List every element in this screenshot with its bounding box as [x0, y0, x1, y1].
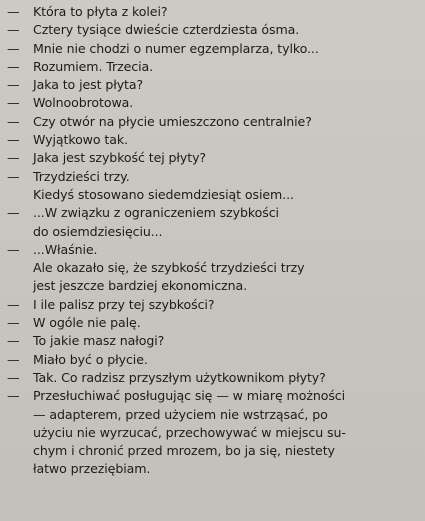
dialogue-dash: —: [7, 351, 20, 367]
dialogue-continuation: [7, 259, 419, 277]
dialogue-line: [7, 58, 419, 76]
dialogue-dash: —: [7, 150, 20, 166]
dialogue-line: [7, 369, 419, 387]
dialogue-line-text: To jakie masz nałogi?: [33, 333, 165, 349]
dialogue-line: [7, 3, 419, 21]
dialogue-line: [7, 168, 419, 186]
dialogue-line: [7, 204, 419, 222]
dialogue-line-text: do osiemdziesięciu...: [33, 223, 163, 239]
dialogue-line-text: chym i chronić przed mrozem, bo ja się, niestety: [33, 443, 335, 459]
dialogue-dash: —: [7, 241, 20, 257]
dialogue-dash: —: [7, 4, 20, 19]
dialogue-dash: —: [7, 296, 20, 312]
dialogue-line: [7, 21, 419, 39]
dialogue-line-text: Mnie nie chodzi o numer egzemplarza, tylko...: [33, 40, 319, 56]
dialogue-line-text: Trzydzieści trzy.: [33, 168, 130, 184]
dialogue-line-text: Rozumiem. Trzecia.: [33, 58, 153, 74]
dialogue-continuation: [7, 406, 419, 424]
dialogue-continuation: [7, 277, 419, 295]
dialogue-line: [7, 131, 419, 149]
dialogue-line: [7, 387, 419, 405]
dialogue-line: [7, 149, 419, 167]
dialogue-line-text: Kiedyś stosowano siedemdziesiąt osiem...: [33, 186, 294, 202]
dialogue-line-text: ...W związku z ograniczeniem szybkości: [33, 205, 279, 221]
dialogue-line-text: Czy otwór na płycie umieszczono centralnie?: [33, 113, 312, 129]
dialogue-line-text: łatwo przeziębiam.: [33, 461, 151, 477]
dialogue-line-text: użyciu nie wyrzucać, przechowywać w miejscu su-: [33, 424, 346, 440]
dialogue-dash: —: [7, 388, 20, 404]
dialogue-line: [7, 241, 419, 259]
dialogue-line-text: — adapterem, przed użyciem nie wstrząsać, po: [33, 406, 328, 422]
dialogue-line-text: ...Właśnie.: [33, 241, 98, 257]
dialogue-line-text: Jaka to jest płyta?: [33, 77, 144, 93]
dialogue-text: [7, 3, 419, 479]
dialogue-continuation: [7, 186, 419, 204]
dialogue-line: [7, 296, 419, 314]
dialogue-dash: —: [7, 315, 20, 331]
dialogue-line-text: Wolnoobrotowa.: [33, 95, 134, 111]
dialogue-dash: —: [7, 58, 20, 74]
dialogue-line-text: I ile palisz przy tej szybkości?: [33, 296, 215, 312]
dialogue-line: [7, 332, 419, 350]
dialogue-line: [7, 314, 419, 332]
dialogue-line: [7, 351, 419, 369]
dialogue-line-text: Wyjątkowo tak.: [33, 132, 128, 148]
dialogue-continuation: [7, 223, 419, 241]
dialogue-dash: —: [7, 95, 20, 111]
dialogue-continuation: [7, 442, 419, 460]
dialogue-line-text: Tak. Co radzisz przyszłym użytkownikom płyty?: [33, 369, 326, 385]
dialogue-dash: —: [7, 333, 20, 349]
dialogue-line: [7, 113, 419, 131]
dialogue-line: [7, 94, 419, 112]
dialogue-line-text: Jaka jest szybkość tej płyty?: [33, 150, 207, 166]
dialogue-continuation: [7, 460, 419, 478]
dialogue-line-text: Ale okazało się, że szybkość trzydzieści trzy: [33, 260, 305, 276]
dialogue-line-text: Przesłuchiwać posługując się — w miarę możności: [33, 388, 346, 404]
dialogue-dash: —: [7, 205, 20, 221]
dialogue-line: [7, 40, 419, 58]
dialogue-line-text: jest jeszcze bardziej ekonomiczna.: [33, 278, 248, 294]
dialogue-dash: —: [7, 77, 20, 93]
dialogue-dash: —: [7, 168, 20, 184]
dialogue-dash: —: [7, 369, 20, 385]
dialogue-dash: —: [7, 22, 20, 38]
dialogue-line: [7, 76, 419, 94]
dialogue-continuation: [7, 424, 419, 442]
dialogue-line-text: Miało być o płycie.: [33, 351, 148, 367]
dialogue-dash: —: [7, 113, 20, 129]
dialogue-dash: —: [7, 40, 20, 56]
dialogue-dash: —: [7, 132, 20, 148]
dialogue-line-text: Która to płyta z kolei?: [33, 4, 168, 19]
dialogue-line-text: W ogóle nie palę.: [33, 315, 141, 331]
dialogue-line-text: Cztery tysiące dwieście czterdziesta ósma.: [33, 22, 300, 38]
